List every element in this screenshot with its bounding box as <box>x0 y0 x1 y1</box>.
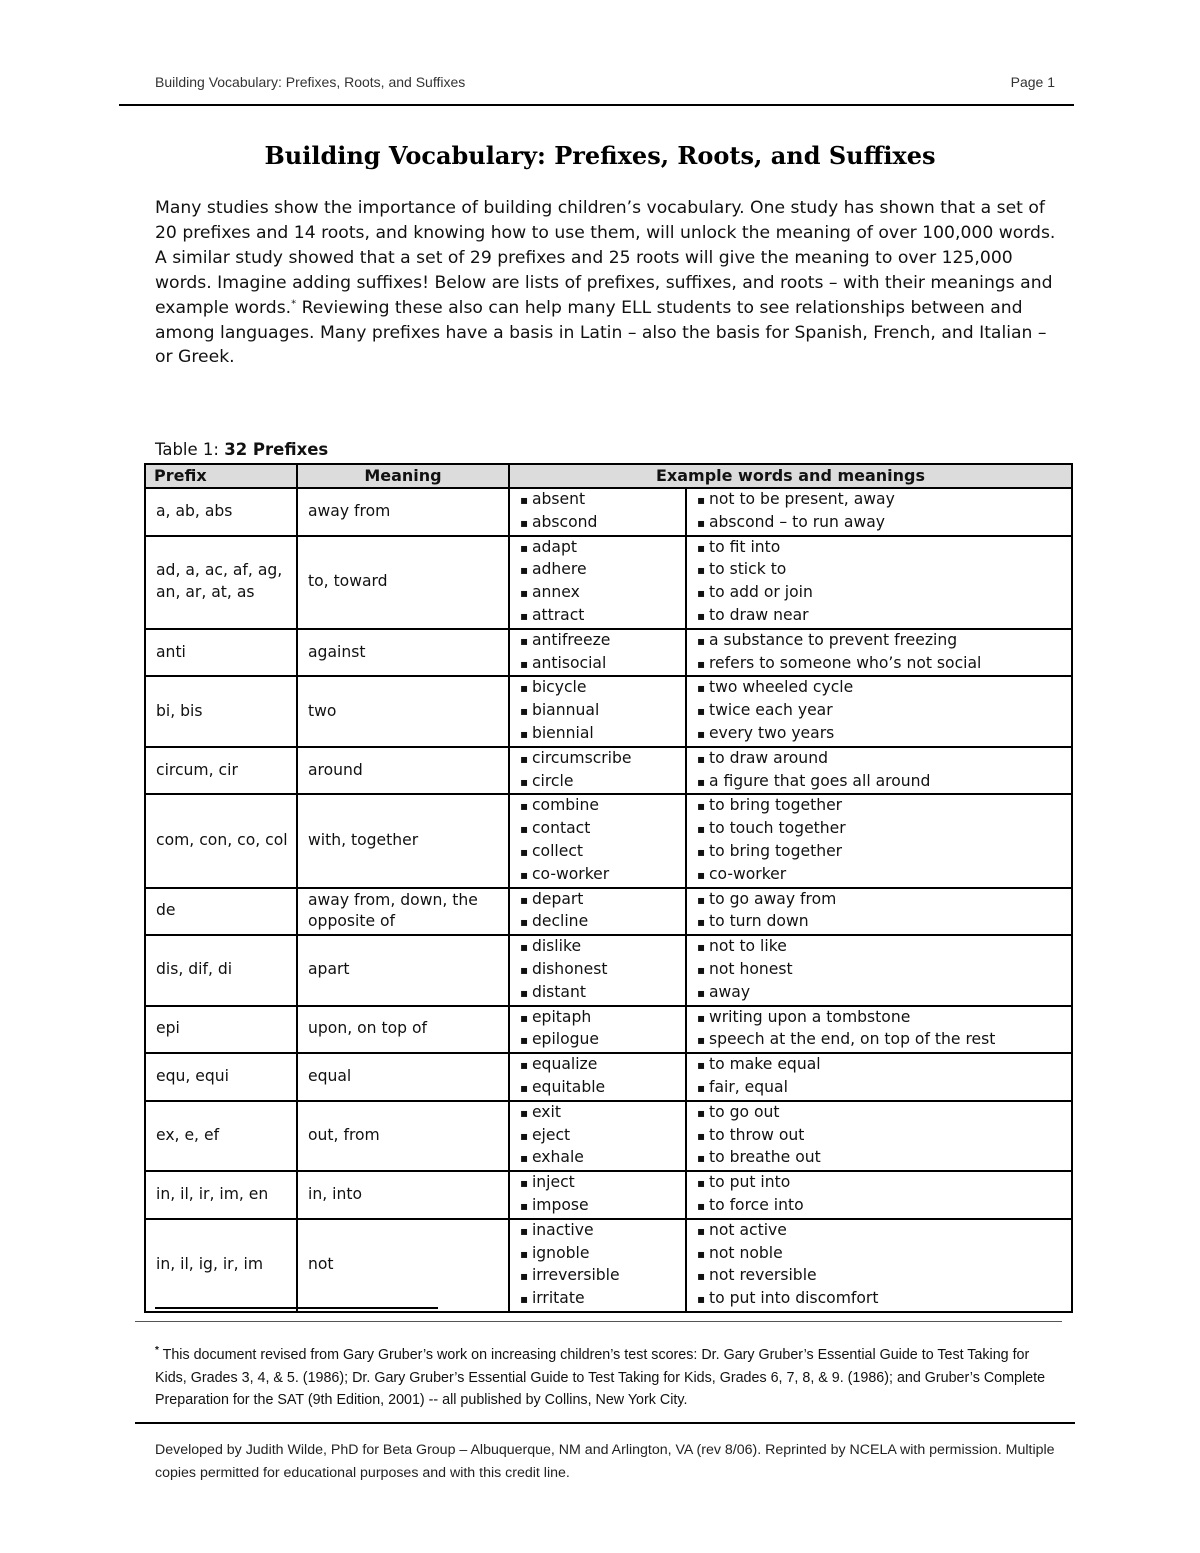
example-meaning: ▪ not honest <box>697 959 1063 982</box>
example-meaning: ▪ abscond – to run away <box>697 512 1063 535</box>
meaning-cell: away from, down, the opposite of <box>297 888 509 936</box>
example-meaning: ▪ to put into discomfort <box>697 1288 1063 1311</box>
example-word: ▪ epilogue <box>520 1029 677 1052</box>
example-words-cell <box>509 1171 686 1219</box>
meaning-cell: to, toward <box>297 536 509 629</box>
prefix-cell: in, il, ir, im, en <box>145 1171 297 1219</box>
meaning-cell: away from <box>297 488 509 536</box>
example-meaning: ▪ speech at the end, on top of the rest <box>697 1029 1063 1052</box>
example-meaning: ▪ twice each year <box>697 700 1063 723</box>
example-meanings-cell <box>686 536 1072 629</box>
example-meaning: ▪ two wheeled cycle <box>697 677 1063 700</box>
prefix-cell: com, con, co, col <box>145 794 297 887</box>
prefix-cell: ex, e, ef <box>145 1101 297 1171</box>
table-row <box>145 1219 1072 1312</box>
example-words-cell <box>509 1219 686 1312</box>
footnote-text: This document revised from Gary Gruber’s work on increasing children’s test scores: Dr. Gary Gruber’s Essential Guide to Test Taking for Kids, Grades 3, 4, & 5. (1986); Dr. Gary Gruber’s Essential Guide to Test Taking for Kids, Grades 6, 7, 8, & 9. (1986); and Gruber’s Complete Preparation for the SAT (9th Edition, 2001) -- all published by Collins, New York City. <box>155 1347 1046 1409</box>
example-word: ▪ depart <box>520 889 677 912</box>
example-meaning: ▪ to draw around <box>697 748 1063 771</box>
example-word: ▪ irreversible <box>520 1265 677 1288</box>
example-meanings-cell <box>686 1219 1072 1312</box>
example-word: ▪ adhere <box>520 559 677 582</box>
page-number: Page 1 <box>1010 74 1055 90</box>
example-word: ▪ biannual <box>520 700 677 723</box>
table-row <box>145 747 1072 795</box>
example-word: ▪ antifreeze <box>520 630 677 653</box>
example-meaning: ▪ to go away from <box>697 889 1063 912</box>
example-word: ▪ biennial <box>520 723 677 746</box>
table-row <box>145 676 1072 746</box>
table-row <box>145 1101 1072 1171</box>
example-words-cell <box>509 1006 686 1054</box>
example-meaning: ▪ to stick to <box>697 559 1063 582</box>
example-word: ▪ contact <box>520 818 677 841</box>
example-words-cell <box>509 747 686 795</box>
example-meanings-cell <box>686 935 1072 1005</box>
example-meaning: ▪ to fit into <box>697 537 1063 560</box>
example-meaning: ▪ not to like <box>697 936 1063 959</box>
example-meaning: ▪ to turn down <box>697 911 1063 934</box>
footnote <box>155 1344 1065 1412</box>
meaning-cell: in, into <box>297 1171 509 1219</box>
example-word: ▪ attract <box>520 605 677 628</box>
example-word: ▪ circle <box>520 771 677 794</box>
example-meaning: ▪ to bring together <box>697 795 1063 818</box>
table-header-row <box>145 464 1072 488</box>
table-row <box>145 488 1072 536</box>
prefix-table <box>144 463 1073 1313</box>
example-meaning: ▪ away <box>697 982 1063 1005</box>
example-meanings-cell <box>686 794 1072 887</box>
footnote-mark: * <box>155 1345 159 1357</box>
example-word: ▪ dislike <box>520 936 677 959</box>
table-row <box>145 794 1072 887</box>
example-word: ▪ combine <box>520 795 677 818</box>
column-header-examples: Example words and meanings <box>509 464 1072 488</box>
example-word: ▪ epitaph <box>520 1007 677 1030</box>
example-word: ▪ annex <box>520 582 677 605</box>
example-words-cell <box>509 888 686 936</box>
meaning-cell: apart <box>297 935 509 1005</box>
intro-paragraph <box>155 196 1065 370</box>
example-words-cell <box>509 1053 686 1101</box>
meaning-cell: equal <box>297 1053 509 1101</box>
credit-line: Developed by Judith Wilde, PhD for Beta Group – Albuquerque, NM and Arlington, VA (rev 8/06). Reprinted by NCELA with permission. Multiple copies permitted for educational purposes and with this credit line. <box>155 1442 1055 1481</box>
table-caption-label: Table 1: <box>155 440 225 459</box>
header-rule <box>119 104 1074 106</box>
example-word: ▪ exhale <box>520 1147 677 1170</box>
example-word: ▪ absent <box>520 489 677 512</box>
example-word: ▪ abscond <box>520 512 677 535</box>
example-word: ▪ dishonest <box>520 959 677 982</box>
table-body <box>145 488 1072 1312</box>
example-word: ▪ exit <box>520 1102 677 1125</box>
meaning-cell: with, together <box>297 794 509 887</box>
example-meanings-cell <box>686 1171 1072 1219</box>
example-meaning: ▪ writing upon a tombstone <box>697 1007 1063 1030</box>
example-words-cell <box>509 1101 686 1171</box>
example-word: ▪ impose <box>520 1195 677 1218</box>
example-word: ▪ inject <box>520 1172 677 1195</box>
example-meaning: ▪ to go out <box>697 1102 1063 1125</box>
example-word: ▪ equitable <box>520 1077 677 1100</box>
example-meaning: ▪ not active <box>697 1220 1063 1243</box>
example-meaning: ▪ not to be present, away <box>697 489 1063 512</box>
footnote-separator <box>155 1307 438 1309</box>
prefix-cell: epi <box>145 1006 297 1054</box>
example-word: ▪ distant <box>520 982 677 1005</box>
example-meanings-cell <box>686 488 1072 536</box>
example-meaning: ▪ to add or join <box>697 582 1063 605</box>
example-meaning: ▪ every two years <box>697 723 1063 746</box>
example-word: ▪ decline <box>520 911 677 934</box>
example-words-cell <box>509 676 686 746</box>
intro-text-part1: Many studies show the importance of building children’s vocabulary. One study has shown that a set of 20 prefixes and 14 roots, and knowing how to use them, will unlock the meaning of over 100,000 words. A similar study showed that a set of 29 prefixes and 25 roots will give the meaning to over 125,000 words. Imagine adding suffixes! Below are lists of prefixes, suffixes, and roots – with their meanings and example words. <box>155 198 1056 318</box>
example-word: ▪ irritate <box>520 1288 677 1311</box>
meaning-cell: around <box>297 747 509 795</box>
document-title: Building Vocabulary: Prefixes, Roots, and Suffixes <box>264 141 936 170</box>
example-meaning: ▪ to draw near <box>697 605 1063 628</box>
table-row <box>145 1053 1072 1101</box>
prefix-cell: anti <box>145 629 297 677</box>
example-meaning: ▪ to force into <box>697 1195 1063 1218</box>
table-row <box>145 935 1072 1005</box>
example-meanings-cell <box>686 1101 1072 1171</box>
example-word: ▪ collect <box>520 841 677 864</box>
table-row <box>145 1006 1072 1054</box>
example-meaning: ▪ fair, equal <box>697 1077 1063 1100</box>
column-header-meaning: Meaning <box>297 464 509 488</box>
footer-rule <box>135 1422 1075 1424</box>
example-meaning: ▪ refers to someone who’s not social <box>697 653 1063 676</box>
example-word: ▪ eject <box>520 1125 677 1148</box>
example-words-cell <box>509 536 686 629</box>
prefix-cell: in, il, ig, ir, im <box>145 1219 297 1312</box>
example-meaning: ▪ to put into <box>697 1172 1063 1195</box>
example-meaning: ▪ to throw out <box>697 1125 1063 1148</box>
intro-text-part2: Reviewing these also can help many ELL students to see relationships between and among languages. Many prefixes have a basis in Latin – also the basis for Spanish, French, and Italian – or Greek. <box>155 297 1047 368</box>
example-words-cell <box>509 629 686 677</box>
column-header-prefix: Prefix <box>145 464 297 488</box>
footnote-rule <box>135 1321 1062 1322</box>
prefix-cell: de <box>145 888 297 936</box>
example-meaning: ▪ to make equal <box>697 1054 1063 1077</box>
example-word: ▪ co-worker <box>520 864 677 887</box>
running-header <box>155 74 1055 90</box>
example-meanings-cell <box>686 1006 1072 1054</box>
example-meanings-cell <box>686 629 1072 677</box>
running-header-title: Building Vocabulary: Prefixes, Roots, and Suffixes <box>155 74 466 90</box>
example-meaning: ▪ to bring together <box>697 841 1063 864</box>
example-words-cell <box>509 488 686 536</box>
example-meaning: ▪ to touch together <box>697 818 1063 841</box>
example-words-cell <box>509 935 686 1005</box>
example-word: ▪ circumscribe <box>520 748 677 771</box>
prefix-cell: equ, equi <box>145 1053 297 1101</box>
example-meaning: ▪ a figure that goes all around <box>697 771 1063 794</box>
table-caption-title: 32 Prefixes <box>224 440 329 459</box>
example-meanings-cell <box>686 888 1072 936</box>
example-word: ▪ ignoble <box>520 1243 677 1266</box>
example-meaning: ▪ not noble <box>697 1243 1063 1266</box>
example-meaning: ▪ a substance to prevent freezing <box>697 630 1063 653</box>
footnote-reference-mark[interactable]: * <box>291 297 297 309</box>
prefix-cell: a, ab, abs <box>145 488 297 536</box>
table-row <box>145 629 1072 677</box>
table-row <box>145 536 1072 629</box>
prefix-cell: ad, a, ac, af, ag, an, ar, at, as <box>145 536 297 629</box>
table-row <box>145 1171 1072 1219</box>
example-words-cell <box>509 794 686 887</box>
prefix-cell: circum, cir <box>145 747 297 795</box>
prefix-cell: dis, dif, di <box>145 935 297 1005</box>
example-word: ▪ equalize <box>520 1054 677 1077</box>
table-caption <box>155 440 328 459</box>
meaning-cell: out, from <box>297 1101 509 1171</box>
example-meaning: ▪ co-worker <box>697 864 1063 887</box>
example-word: ▪ adapt <box>520 537 677 560</box>
example-meanings-cell <box>686 747 1072 795</box>
table-row <box>145 888 1072 936</box>
example-meanings-cell <box>686 676 1072 746</box>
example-word: ▪ bicycle <box>520 677 677 700</box>
meaning-cell: not <box>297 1219 509 1312</box>
example-meaning: ▪ not reversible <box>697 1265 1063 1288</box>
meaning-cell: against <box>297 629 509 677</box>
example-word: ▪ inactive <box>520 1220 677 1243</box>
example-meaning: ▪ to breathe out <box>697 1147 1063 1170</box>
meaning-cell: upon, on top of <box>297 1006 509 1054</box>
example-word: ▪ antisocial <box>520 653 677 676</box>
meaning-cell: two <box>297 676 509 746</box>
example-meanings-cell <box>686 1053 1072 1101</box>
prefix-cell: bi, bis <box>145 676 297 746</box>
